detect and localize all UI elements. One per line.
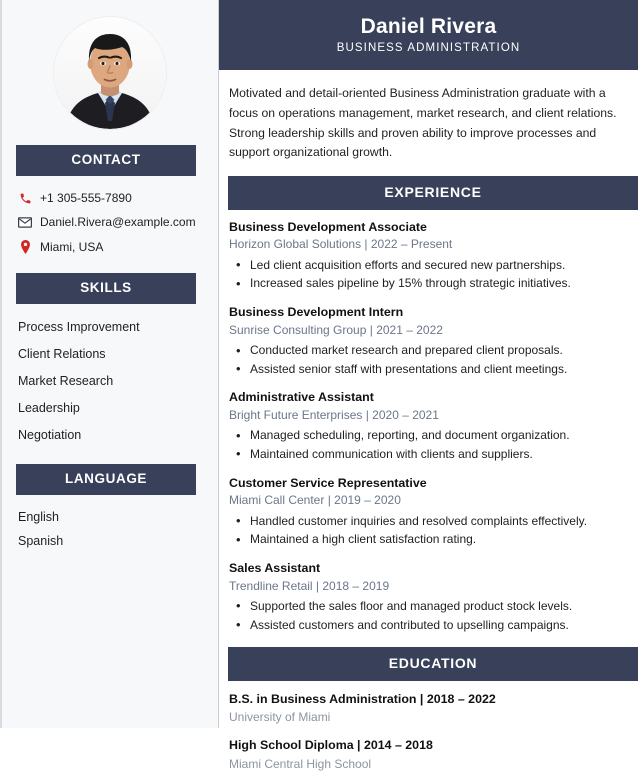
experience-section-heading: EXPERIENCE (228, 176, 638, 210)
skills-section-heading: SKILLS (16, 273, 196, 304)
list-item: • Assisted senior staff with presentations and client meetings. (229, 360, 630, 379)
job-title: Administrative Assistant (229, 390, 374, 405)
education-item (229, 737, 630, 773)
school-name: University of Miami (229, 709, 331, 724)
job-company-dates: Bright Future Enterprises | 2020 – 2021 (229, 407, 439, 422)
list-item: • Supported the sales floor and managed product stock levels. (229, 597, 630, 616)
email-icon (18, 217, 32, 228)
list-item: Market Research (18, 374, 114, 389)
job-bullets (229, 256, 630, 293)
contact-location[interactable] (16, 235, 204, 259)
list-item: • Assisted customers and contributed to upselling campaigns. (229, 616, 630, 635)
avatar (54, 17, 166, 129)
contact-section-heading: CONTACT (16, 145, 196, 176)
list-item: • Led client acquisition efforts and secured new partnerships. (229, 256, 630, 275)
list-item: • Managed scheduling, reporting, and document organization. (229, 426, 630, 445)
job-company-dates: Sunrise Consulting Group | 2021 – 2022 (229, 322, 443, 337)
experience-item (229, 389, 630, 463)
education-item (229, 691, 630, 727)
job-title: Sales Assistant (229, 560, 321, 575)
job-company-dates: Horizon Global Solutions | 2022 – Present (229, 237, 453, 252)
experience-list (219, 210, 638, 635)
spacer (2, 259, 218, 273)
summary-text: Motivated and detail-oriented Business Administration graduate with a focus on operations management, market research, and client relations. Strong leadership skills and proven ability to improve processes and support organizational growth. (229, 86, 617, 160)
job-bullets (229, 597, 630, 634)
list-item: Spanish (18, 533, 64, 548)
job-title: Customer Service Representative (229, 475, 427, 490)
experience-item (229, 304, 630, 378)
education-section-heading: EDUCATION (228, 647, 638, 681)
job-title: Business Development Intern (229, 304, 404, 319)
page-title: Daniel Rivera (360, 15, 497, 38)
list-item: Process Improvement (18, 320, 140, 335)
list-item: • Increased sales pipeline by 15% through strategic initiatives. (229, 274, 630, 293)
main-column (219, 0, 638, 771)
list-item: Client Relations (18, 347, 106, 362)
list-item: • Maintained a high client satisfaction rating. (229, 530, 630, 549)
list-item: • Handled customer inquiries and resolved complaints effectively. (229, 512, 630, 531)
contact-phone[interactable] (16, 186, 204, 210)
job-bullets (229, 341, 630, 378)
job-company-dates: Trendline Retail | 2018 – 2019 (229, 578, 390, 593)
language-section-heading: LANGUAGE (16, 464, 196, 495)
spacer (2, 448, 218, 464)
job-bullets (229, 512, 630, 549)
list-item: Negotiation (18, 427, 82, 442)
location-pin-icon (18, 240, 32, 254)
profession-subtitle: BUSINESS ADMINISTRATION (336, 42, 521, 55)
language-list (2, 495, 218, 552)
skills-list (2, 304, 218, 448)
list-item: English (18, 510, 59, 525)
contact-list (2, 176, 218, 259)
degree-title: B.S. in Business Administration | 2018 – 2022 (229, 691, 496, 706)
phone-icon (18, 192, 32, 205)
experience-item (229, 560, 630, 634)
job-title: Business Development Associate (229, 219, 427, 234)
list-item: • Conducted market research and prepared client proposals. (229, 341, 630, 360)
list-item: • Maintained communication with clients and suppliers. (229, 445, 630, 464)
experience-item (229, 475, 630, 549)
list-item: Leadership (18, 401, 80, 416)
contact-location-value: Miami, USA (40, 239, 104, 254)
job-company-dates: Miami Call Center | 2019 – 2020 (229, 493, 401, 508)
sidebar (2, 0, 219, 728)
degree-title: High School Diploma | 2014 – 2018 (229, 738, 433, 753)
name-header (219, 0, 638, 70)
portrait-photo-icon (54, 17, 166, 129)
school-name: Miami Central High School (229, 756, 372, 771)
experience-item (229, 219, 630, 293)
photo-container (2, 0, 218, 145)
contact-email[interactable] (16, 210, 204, 234)
contact-email-value: Daniel.Rivera@example.com (40, 215, 196, 230)
contact-phone-value: +1 305-555-7890 (40, 190, 132, 205)
job-bullets (229, 426, 630, 463)
education-list (219, 681, 638, 773)
